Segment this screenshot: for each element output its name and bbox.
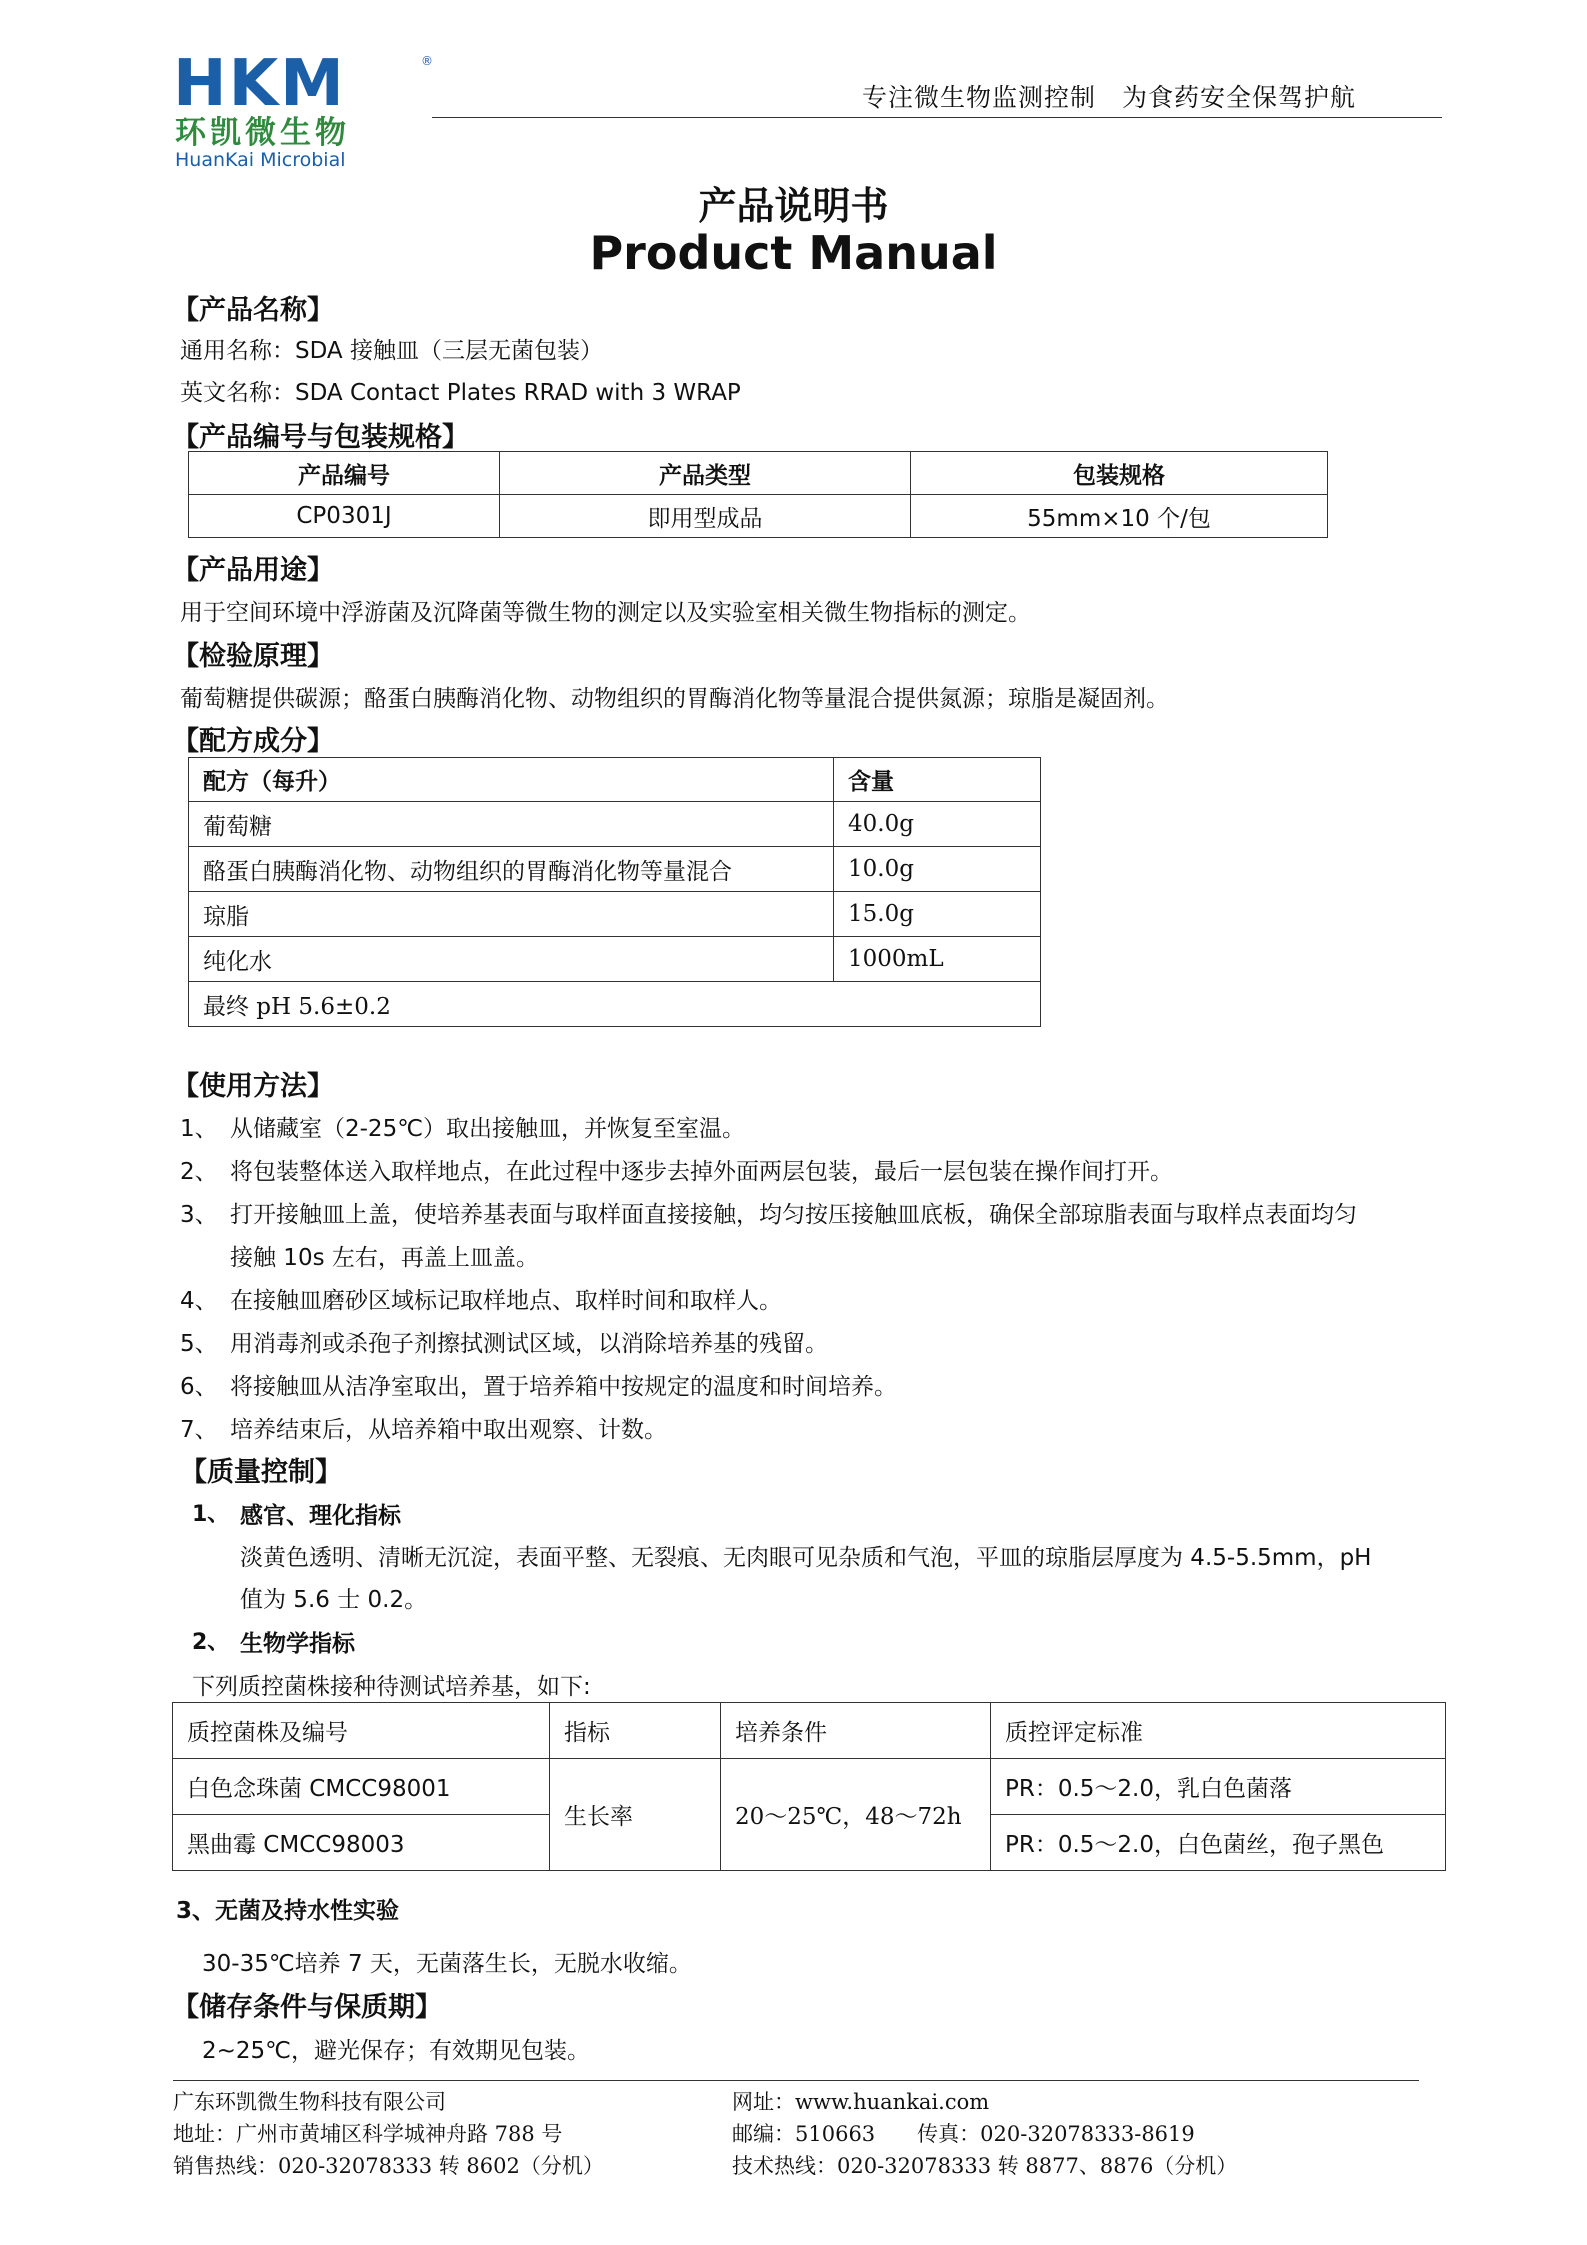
formula-header-1: 配方（每升） <box>189 758 834 802</box>
ingredient-name: 葡萄糖 <box>189 802 834 847</box>
qc-index: 生长率 <box>550 1759 721 1871</box>
section-product-name: 【产品名称】 <box>172 295 334 326</box>
step-text: 将包装整体送入取样地点，在此过程中逐步去掉外面两层包装，最后一层包装在操作间打开。 <box>230 1159 1173 1185</box>
step-number: 1、 <box>180 1116 218 1142</box>
qc-item1-line1: 淡黄色透明、清晰无沉淀，表面平整、无裂痕、无肉眼可见杂质和气泡，平皿的琼脂层厚度为 4.5-5.5mm，pH <box>240 1545 1372 1571</box>
qc-item1-line2: 值为 5.6 士 0.2。 <box>240 1587 428 1613</box>
ingredient-name: 纯化水 <box>189 937 834 982</box>
ingredient-name: 酪蛋白胰酶消化物、动物组织的胃酶消化物等量混合 <box>189 847 834 892</box>
qc-item1-num: 1、 <box>192 1502 230 1527</box>
step-number: 4、 <box>180 1288 218 1314</box>
table-row <box>189 937 1041 982</box>
step-number: 5、 <box>180 1331 218 1357</box>
section-qc: 【质量控制】 <box>180 1457 342 1488</box>
qc-table <box>172 1702 1446 1871</box>
page-title-en: Product Manual <box>589 226 998 280</box>
table-row <box>173 1759 1446 1815</box>
logo-en-text: HuanKai Microbial <box>175 149 346 171</box>
qc-header-strain: 质控菌株及编号 <box>173 1703 550 1759</box>
section-storage: 【储存条件与保质期】 <box>172 1992 442 2023</box>
qc-item1-title: 感官、理化指标 <box>240 1503 401 1529</box>
header-divider <box>432 117 1442 118</box>
footer-tech: 技术热线：020-32078333 转 8877、8876（分机） <box>732 2154 1238 2178</box>
step-text: 用消毒剂或杀孢子剂擦拭测试区域，以消除培养基的残留。 <box>230 1331 828 1357</box>
registered-mark: ® <box>421 54 433 68</box>
qc-item2-num: 2、 <box>192 1630 230 1655</box>
step-number: 3、 <box>180 1202 218 1228</box>
step-text: 在接触皿磨砂区域标记取样地点、取样时间和取样人。 <box>230 1288 782 1314</box>
final-ph: 最终 pH 5.6±0.2 <box>189 982 1041 1027</box>
step-text: 打开接触皿上盖，使培养基表面与取样面直接接触，均匀按压接触皿底板，确保全部琼脂表面与取样点表面均匀 <box>230 1202 1357 1228</box>
section-formula: 【配方成分】 <box>172 726 334 757</box>
footer-divider <box>173 2080 1419 2081</box>
qc-criteria-1: PR：0.5～2.0，乳白色菌落 <box>991 1759 1446 1815</box>
section-product-code: 【产品编号与包装规格】 <box>172 422 469 453</box>
step-text: 培养结束后，从培养箱中取出观察、计数。 <box>230 1417 667 1443</box>
qc-condition: 20～25℃，48～72h <box>721 1759 991 1871</box>
use-text: 用于空间环境中浮游菌及沉降菌等微生物的测定以及实验室相关微生物指标的测定。 <box>180 600 1031 626</box>
qc-item2-title: 生物学指标 <box>240 1631 355 1657</box>
ingredient-name: 琼脂 <box>189 892 834 937</box>
principle-text: 葡萄糖提供碳源；酪蛋白胰酶消化物、动物组织的胃酶消化物等量混合提供氮源；琼脂是凝固剂。 <box>180 686 1169 712</box>
section-principle: 【检验原理】 <box>172 641 334 672</box>
step-text: 从储藏室（2-25℃）取出接触皿，并恢复至室温。 <box>230 1116 746 1142</box>
logo-mark: HKM <box>173 47 346 121</box>
step-number: 7、 <box>180 1417 218 1443</box>
step-number: 2、 <box>180 1159 218 1185</box>
footer-sales: 销售热线：020-32078333 转 8602（分机） <box>173 2154 604 2178</box>
section-method: 【使用方法】 <box>172 1071 334 1102</box>
product-type: 即用型成品 <box>500 495 911 538</box>
code-header-3: 包装规格 <box>911 452 1328 495</box>
company-logo <box>173 47 435 171</box>
qc-strain-2: 黑曲霉 CMCC98003 <box>173 1815 550 1871</box>
qc-item3-title: 3、无菌及持水性实验 <box>176 1898 400 1924</box>
qc-criteria-2: PR：0.5～2.0，白色菌丝，孢子黑色 <box>991 1815 1446 1871</box>
qc-header-criteria: 质控评定标准 <box>991 1703 1446 1759</box>
formula-table <box>188 757 1041 1027</box>
storage-text: 2~25℃，避光保存；有效期见包装。 <box>202 2038 591 2064</box>
code-header-2: 产品类型 <box>500 452 911 495</box>
ingredient-amount: 1000mL <box>834 937 1041 982</box>
ingredient-amount: 10.0g <box>834 847 1041 892</box>
section-use: 【产品用途】 <box>172 555 334 586</box>
common-name: 通用名称：SDA 接触皿（三层无菌包装） <box>180 338 603 364</box>
formula-header-2: 含量 <box>834 758 1041 802</box>
header-slogan: 专注微生物监测控制 为食药安全保驾护航 <box>862 83 1357 112</box>
page-title-cn: 产品说明书 <box>698 184 889 228</box>
table-row <box>189 892 1041 937</box>
step-text: 接触 10s 左右，再盖上皿盖。 <box>230 1245 539 1271</box>
footer-website: 网址：www.huankai.com <box>732 2090 990 2114</box>
product-code: CP0301J <box>189 495 500 538</box>
footer-company: 广东环凯微生物科技有限公司 <box>173 2090 446 2114</box>
step-number: 6、 <box>180 1374 218 1400</box>
code-header-1: 产品编号 <box>189 452 500 495</box>
code-table <box>188 451 1328 538</box>
footer-address: 地址：广州市黄埔区科学城神舟路 788 号 <box>173 2122 563 2146</box>
qc-item3-text: 30-35℃培养 7 天，无菌落生长，无脱水收缩。 <box>202 1951 692 1977</box>
step-text: 将接触皿从洁净室取出，置于培养箱中按规定的温度和时间培养。 <box>230 1374 897 1400</box>
ingredient-amount: 15.0g <box>834 892 1041 937</box>
footer-postal-fax: 邮编：510663 传真：020-32078333-8619 <box>732 2122 1195 2146</box>
qc-item2-intro: 下列质控菌株接种待测试培养基，如下: <box>192 1674 591 1700</box>
table-row <box>189 847 1041 892</box>
table-row <box>189 802 1041 847</box>
qc-header-index: 指标 <box>550 1703 721 1759</box>
package-spec: 55mm×10 个/包 <box>911 495 1328 538</box>
qc-strain-1: 白色念珠菌 CMCC98001 <box>173 1759 550 1815</box>
ingredient-amount: 40.0g <box>834 802 1041 847</box>
english-name: 英文名称：SDA Contact Plates RRAD with 3 WRAP <box>180 380 741 406</box>
qc-header-condition: 培养条件 <box>721 1703 991 1759</box>
logo-cn-text: 环凯微生物 <box>175 115 350 151</box>
